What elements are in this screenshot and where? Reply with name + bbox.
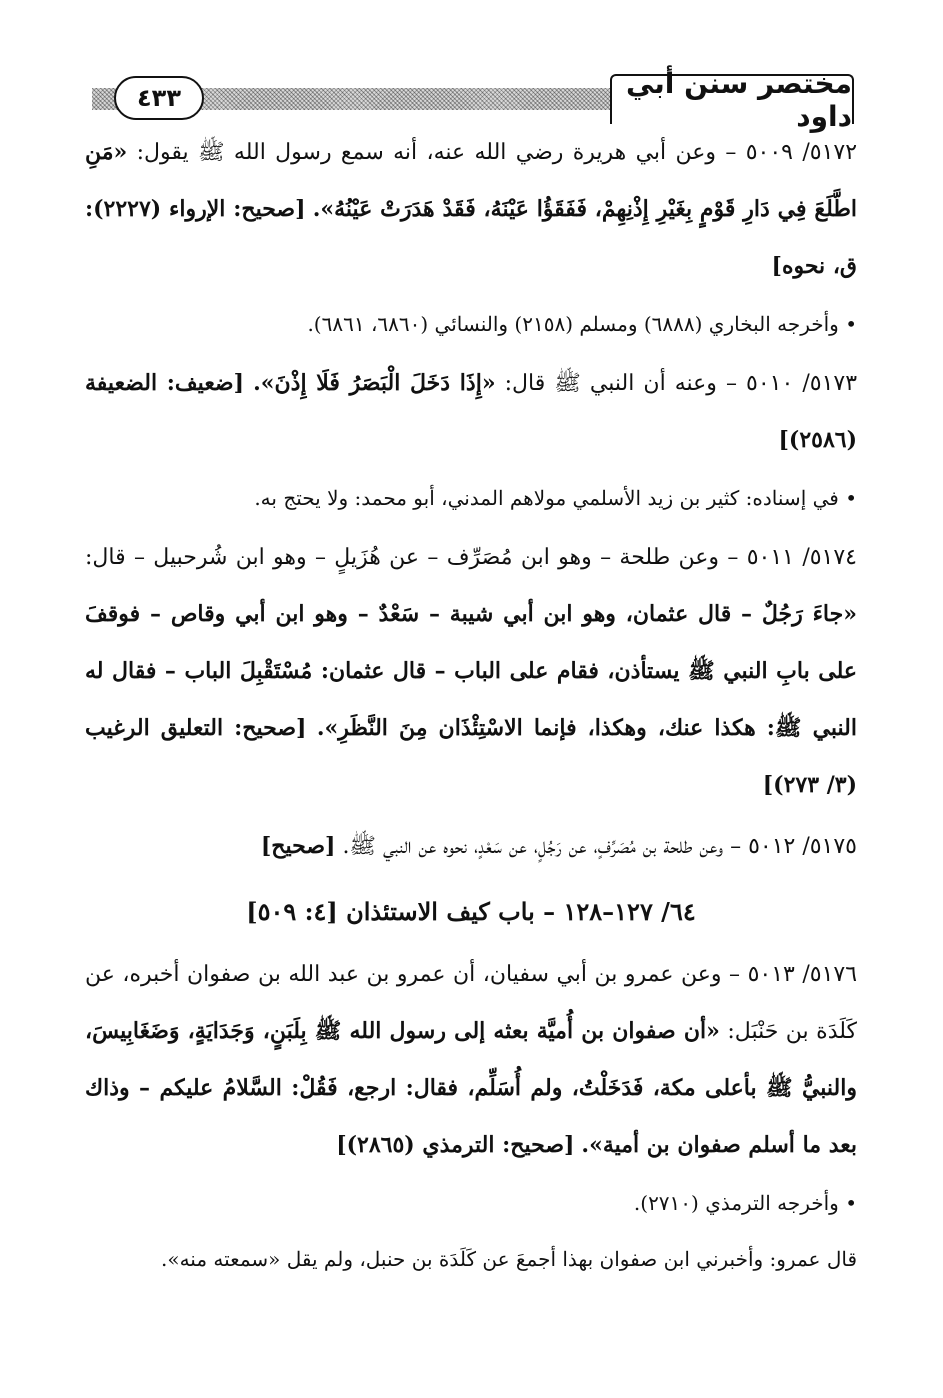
hadith-chain: وعن طلحة – وهو ابن مُصَرِّف – عن هُزَيلٍ – وهو ابن شُرحبيل – قال:: [85, 545, 720, 570]
hadith-text: «إِذَا دَخَلَ الْبَصَرُ فَلَا إِذْنَ».: [253, 370, 496, 396]
hadith-number: ٥١٧٦/ ٥٠١٣ –: [729, 962, 858, 987]
hadith-chain: وعن عمرو بن أبي سفيان، أن عمرو بن عبد الله بن صفوان أخبره، عن كَلَدَة بن حَنْبَل:: [85, 962, 857, 1044]
hadith-note: • في إسناده: كثير بن زيد الأسلمي مولاهم المدني، أبو محمد: ولا يحتج به.: [254, 486, 857, 510]
book-title: مختصر سنن أبي داود: [625, 67, 852, 133]
hadith-entry: [85, 124, 857, 295]
header-title-box: [610, 67, 854, 133]
page-header: [92, 67, 854, 133]
hadith-tail-note: قال عمرو: وأخبرني ابن صفوان بهذا أجمعَ عن كَلَدَة بن حنبل، ولم يقل «سمعته منه».: [160, 1247, 857, 1271]
hadith-text: «أن صفوان بن أُميَّة بعثه إلى رسول الله ﷺ بِلَبَنٍ، وَجَدَايَةٍ، وَضَغَابِيسَ، والنبيُّ ﷺ بأعلى مكة، فَدَخَلْتُ، ولم أُسَلِّم، فقال: ارجع، فَقُلْ: السَّلامُ عليكم – وذاك بعد ما أسلم صفوان بن أمية».: [85, 1018, 857, 1158]
chapter-heading: ٦٤/ ١٢٧–١٢٨ – باب كيف الاستئذان [٤: ٥٠٩]: [246, 897, 696, 926]
hadith-note: • وأخرجه البخاري (٦٨٨٨) ومسلم (٢١٥٨) والنسائي (٦٨٦٠، ٦٨٦١).: [307, 312, 857, 336]
hadith-entry: [85, 529, 857, 814]
hadith-number: ٥١٧٤/ ٥٠١١ –: [727, 545, 857, 570]
hadith-number: ٥١٧٥/ ٥٠١٢ –: [730, 834, 857, 859]
hadith-number: ٥١٧٣/ ٥٠١٠ –: [725, 371, 858, 396]
hadith-note: • وأخرجه الترمذي (٢٧١٠).: [633, 1191, 857, 1215]
hadith-grade: [صحيح: الترمذي (٢٨٦٥)]: [336, 1132, 575, 1158]
hadith-entry: [85, 355, 857, 469]
hadith-grade: [صحيح]: [260, 833, 336, 859]
hadith-grade: [صحيح: الإرواء (٢٢٢٧): ق، نحوه]: [85, 196, 857, 279]
hadith-entry: [85, 818, 857, 875]
page-content: [85, 124, 857, 1290]
hadith-chain: وعن طلحة بن مُصَرِّفٍ، عن رَجُلٍ، عن سَعْدٍ، نحوه عن النبي ﷺ.: [342, 834, 724, 859]
hadith-chain: وعن أبي هريرة رضي الله عنه، أنه سمع رسول الله ﷺ يقول:: [136, 140, 717, 165]
hadith-grade: [ضعيف: الضعيفة (٢٥٨٦)]: [85, 370, 857, 453]
hadith-text: «جاءَ رَجُلٌ – قال عثمان، وهو ابن أبي شيبة – سَعْدٌ – وهو ابن أبي وقاص – فوقفَ على بابِ النبي ﷺ يستأذن، فقام على الباب – قال عثمان: مُسْتَقْبِلَ الباب – فقال له النبي ﷺ: هكذا عنك، وهكذا، فإنما الاسْتِئْذَان مِنَ النَّظَرِ».: [85, 601, 858, 741]
hadith-text: «مَنِ اطَّلَعَ فِي دَارِ قَوْمٍ بِغَيْرِ إِذْنِهِمْ، فَفَقَؤُا عَيْنَهُ، فَقَدْ هَدَرَتْ عَيْنُهُ».: [85, 139, 857, 222]
hadith-chain: وعنه أن النبي ﷺ قال:: [504, 371, 717, 396]
hadith-number: ٥١٧٢/ ٥٠٠٩ –: [725, 140, 858, 165]
hadith-grade: [صحيح: التعليق الرغيب (٣/ ٢٧٣)]: [85, 715, 857, 798]
hadith-entry: [85, 946, 857, 1174]
page-number: ٤٣٣: [114, 76, 204, 120]
